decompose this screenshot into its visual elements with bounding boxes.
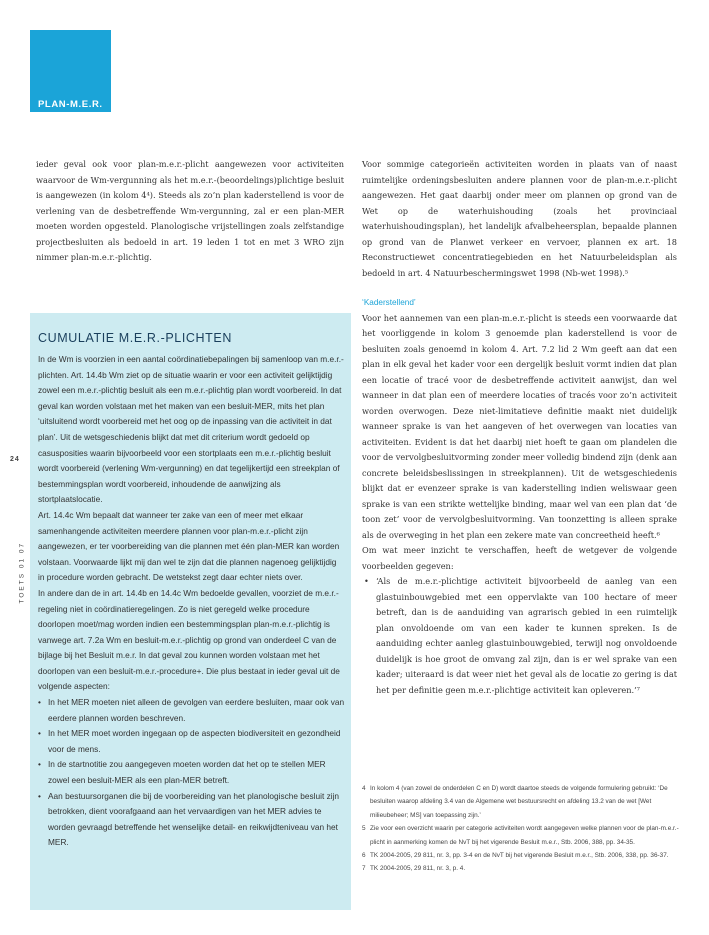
list-item: • In de startnotitie zou aangegeven moeten worden dat het op te stellen MER zowel een besluit-MER als een plan-MER betreft. bbox=[38, 757, 345, 788]
footnote-number: 4 bbox=[362, 785, 366, 792]
footnote bbox=[362, 862, 680, 875]
footnote bbox=[362, 822, 680, 849]
paragraph: Voor sommige categorieën activiteiten worden in plaats van of naast ruimtelijke ordeningsbesluiten andere plannen voor de plan-m.e.r.-plicht aangewezen. Het gaat daarbij onder meer om plannen op grond van de Wet op de waterhuishouding (zoals het provinciaal waterhuishoudingsplan), het landelijk afvalbeheersplan, bepaalde plannen op grond van de Planwet verkeer en vervoer, plannen ex art. 18 Reconstructiewet concentratiegebieden en het Natuurbeleidsplan als bedoeld in art. 4 Natuurbeschermingswet 1998 (Nb-wet 1998).⁵ bbox=[362, 159, 677, 278]
paragraph: ieder geval ook voor plan-m.e.r.-plicht aangewezen voor activiteiten waarvoor de Wm-vergunning als het m.e.r.-(beoordelings)plichtige besluit is aangewezen (in kolom 4⁴). Steeds als zo’n plan kaderstellend is voor de verlening van de desbetreffende Wm-vergunning, zal er een plan-MER moeten worden opgesteld. Planologische vrijstellingen zoals zelfstandige projectbesluiten als bedoeld in art. 19 leden 1 tot en met 3 WRO zijn nimmer plan-m.e.r.-plichtig. bbox=[36, 159, 344, 262]
footnote-text: TK 2004-2005, 29 811, nr. 3, pp. 3-4 en de NvT bij het vigerende Besluit m.e.r., Stb. 2006, 338, pp. 36-37. bbox=[370, 852, 669, 860]
paragraph: Om wat meer inzicht te verschaffen, heeft de wetgever de volgende voorbeelden gegeven: bbox=[362, 545, 677, 571]
list-item: • In het MER moeten niet alleen de gevolgen van eerdere besluiten, maar ook van eerdere plannen worden beschreven. bbox=[38, 695, 345, 726]
footnote-number: 7 bbox=[362, 865, 366, 873]
footnote-text: Zie voor een overzicht waarin per categorie activiteiten wordt aangegeven welke plannen voor de plan-m.e.r.-plicht in aanmerking komen de NvT bij het vigerende Besluit m.e.r., Stb. 2006, 388, pp. 34-35. bbox=[370, 825, 679, 846]
footnote bbox=[362, 849, 680, 862]
journal-name: TOETS 01 07 bbox=[18, 541, 26, 604]
footnotes bbox=[362, 782, 680, 876]
list-item: • ‘Als de m.e.r.-plichtige activiteit bijvoorbeeld de aanleg van een glastuinbouwgebied met een oppervlakte van 100 hectare of meer betreft, dan is de aanduiding van agrarisch gebied in een ruimtelijk plan onvoldoende om van een kader te kunnen spreken. Is de aanduiding echter aanleg glastuinbouwgebied, terwijl nog onvoldoende duidelijk is hoe groot de omvang zal zijn, dan is er wel sprake van een kader; uiteraard is dat weer niet het geval als de locatie zo gering is dat het per definitie geen m.e.r.-plichtige activiteit kan opleveren.’⁷ bbox=[362, 574, 677, 698]
box-paragraph: Art. 14.4c Wm bepaalt dat wanneer ter zake van een of meer met elkaar samenhangende activiteiten meerdere plannen voor plan-m.e.r.-plicht zijn aangewezen, er ter voorbereiding van die plannen met één plan-MER kan worden volstaan. Voorwaarde lijkt mij dan wel te zijn dat die plannen nagenoeg gelijktijdig in procedure worden gebracht. De wetstekst zegt daar echter niets over. bbox=[38, 509, 340, 583]
list-item: • Aan bestuursorganen die bij de voorbereiding van het planologische besluit zijn betrokken, dient voorafgaand aan het vervaardigen van het MER advies te worden gevraagd betreffende het wenselijke detail- en reikwijdteniveau van het MER. bbox=[38, 789, 345, 851]
box-bullet-list bbox=[38, 695, 345, 851]
subheading: ‘Kaderstellend’ bbox=[362, 298, 416, 307]
footnote-text: TK 2004-2005, 29 811, nr. 3, p. 4. bbox=[370, 865, 466, 873]
footnote-number: 5 bbox=[362, 825, 366, 833]
right-column bbox=[362, 157, 677, 698]
box-title: CUMULATIE M.E.R.-PLICHTEN bbox=[38, 331, 232, 345]
box-paragraph: In de Wm is voorzien in een aantal coördinatiebepalingen bij samenloop van m.e.r.-plichten. Art. 14.4b Wm ziet op de situatie waarin er voor een activiteit gelijktijdig zowel een m.e.r.-plichtig besluit als een m.e.r.-plichtig plan wordt voorbereid. In dat geval kan worden volstaan met het maken van een besluit-MER, mits het plan ‘uitsluitend wordt voorbereid met het oog op de inpassing van die activiteit in dat plan’. Uit de wetsgeschiedenis blijkt dat met dit criterium wordt gedoeld op casusposities waarin bijvoorbeeld voor een stortplaats een m.e.r.-plichtig besluit wordt voorbereid (verlening Wm-vergunning) en dat tegelijkertijd een streekplan of bestemmingsplan wordt voorbereid, inhoudende de aanwijzing als stortplaatslocatie. bbox=[38, 354, 344, 505]
page-number: 24 bbox=[10, 456, 20, 463]
left-column-top bbox=[36, 157, 344, 266]
footnote-number: 6 bbox=[362, 852, 366, 860]
footnote-text: In kolom 4 (van zowel de onderdelen C en D) wordt daartoe steeds de volgende formulering gebruikt: ‘De besluiten waarop afdeling 3.4 van de Algemene wet bestuursrecht en afdeling 13.2 van de wet [Wet milieubeheer; MS] van toepassing zijn.’ bbox=[370, 785, 668, 819]
box-body bbox=[38, 352, 345, 851]
footnote bbox=[362, 782, 680, 822]
list-item: • In het MER moet worden ingegaan op de aspecten biodiversiteit en gezondheid voor de mens. bbox=[38, 726, 345, 757]
paragraph: Voor het aannemen van een plan-m.e.r.-plicht is steeds een voorwaarde dat het voorliggende in kolom 3 genoemde plan kaderstellend is voor de besluiten zoals genoemd in kolom 4. Art. 7.2 lid 2 Wm geeft aan dat een plan in elk geval het kader voor een dergelijk besluit vormt indien dat plan een locatie of tracé voor de desbetreffende activiteit aanwijst, dan wel wanneer in dat plan een of meerdere locaties of tracés voor zo’n activiteit worden overwogen. Deze niet-limitatieve definitie maakt niet duidelijk wanneer sprake is van het aangeven of het overwegen van locaties van activiteiten. Evident is dat het daarbij niet hoeft te gaan om plandelen die voor de vervolgbesluitvorming zonder meer volledig bindend zijn (denk aan concrete beleidsbeslissingen in streekplannen). Uit de wetsgeschiedenis blijkt dat er evenzeer sprake is van kaderstelling indien weliswaar geen sprake is van een strikte wettelijke binding, maar wel van een plan dat ‘de toon zet’ voor de vervolgbesluitvorming. Van toonzetting is alleen sprake als de overweging in het plan een zekere mate van concreetheid heeft.⁶ bbox=[362, 312, 677, 540]
quote-list bbox=[362, 574, 677, 698]
box-paragraph: In andere dan de in art. 14.4b en 14.4c Wm bedoelde gevallen, voorziet de m.e.r.-regeling niet in coördinatieregelingen. Zo is niet geregeld welke procedure doorlopen moet/mag worden indien een bestemmingsplan plan-m.e.r.-plichtig is vanwege art. 7.2a Wm en besluit-m.e.r.-plichtig op grond van onderdeel C van de bijlage bij het Besluit m.e.r. In dat geval zou kunnen worden volstaan met het doorlopen van een besluit-m.e.r.-procedure+. Die plus bestaat in ieder geval uit de volgende aspecten: bbox=[38, 587, 340, 692]
section-label: PLAN-M.E.R. bbox=[38, 99, 103, 110]
